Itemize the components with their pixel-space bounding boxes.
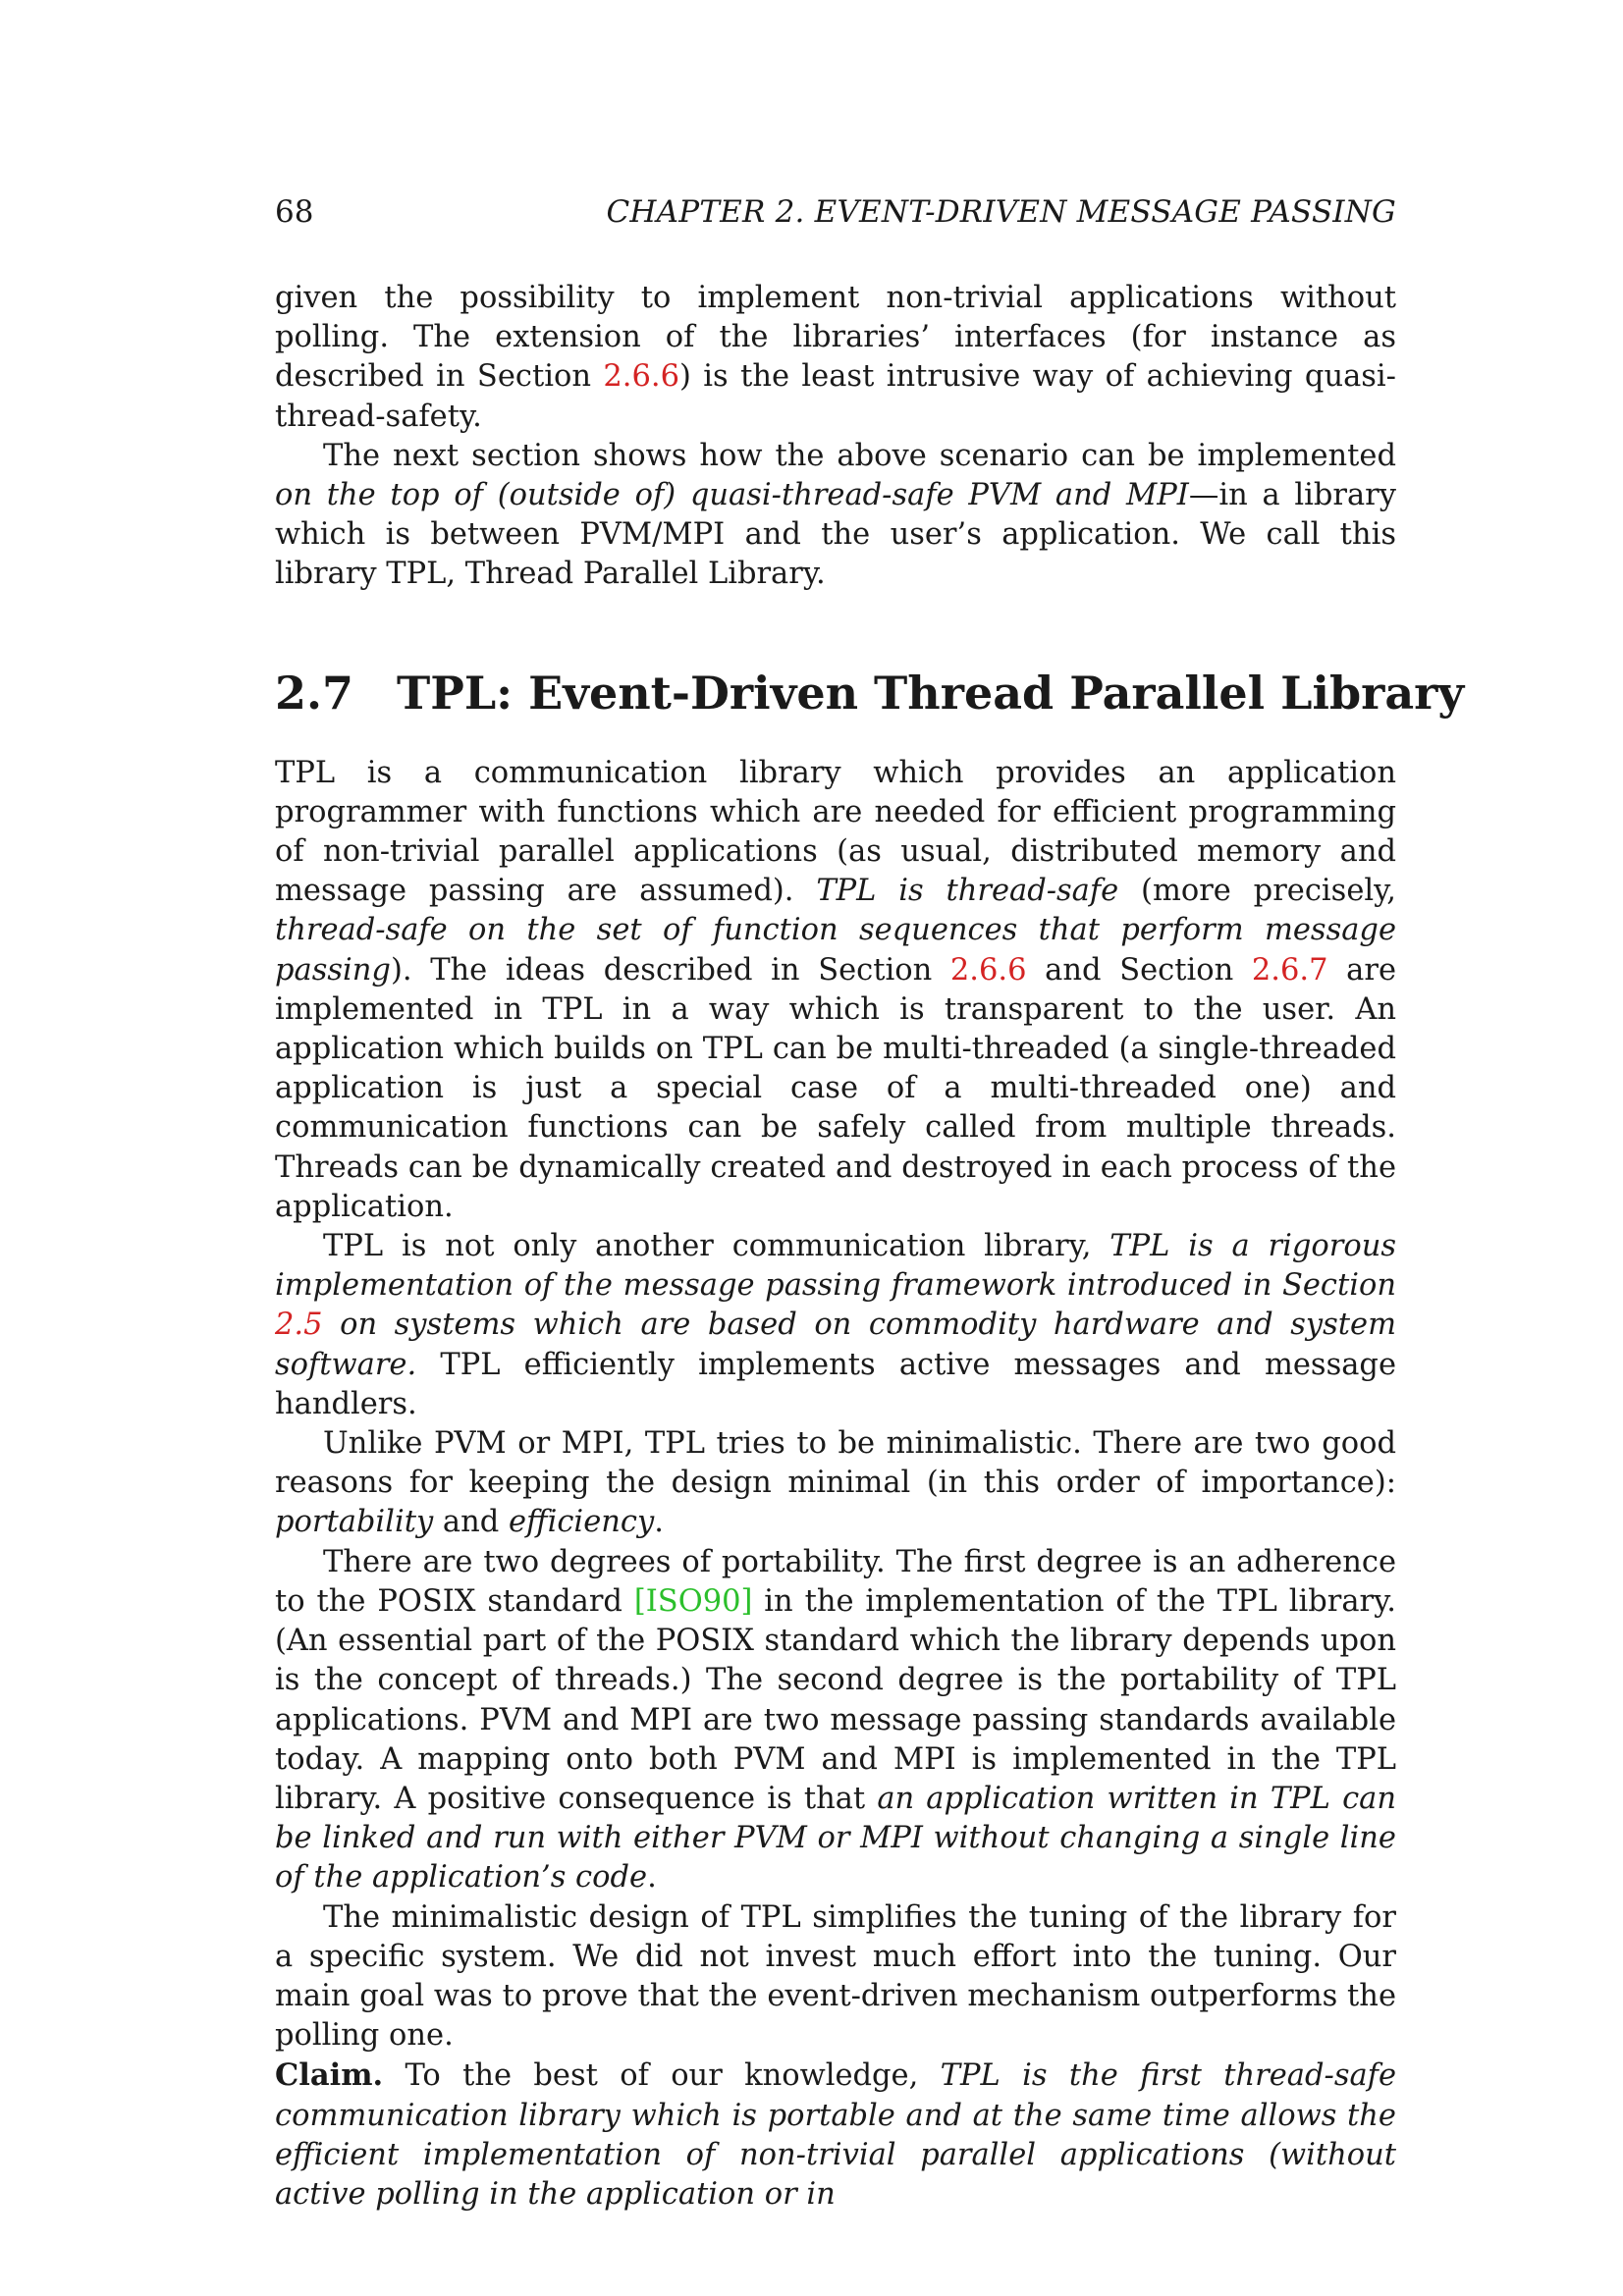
text-run: are implemented in TPL in a way which is transparent to the user. An application which builds on TPL can be multi-threaded (a single-threaded application is just a special case of a multi-threaded one) and communication functions can be safely called from multiple threads. Threads can be dynamically created and destroyed in each process of the application.	[275, 952, 1396, 1224]
paragraph-5	[275, 1424, 1396, 1543]
emphasis: TPL is a rigorous implementation of the message passing framework introduced in Section	[275, 1229, 1396, 1304]
emphasis: on the top of (outside of) quasi-thread-safe PVM and MPI	[275, 478, 1189, 513]
paragraph-6	[275, 1543, 1396, 1898]
text-run: .	[654, 1505, 664, 1540]
text-run: Unlike PVM or MPI, TPL tries to be minimalistic. There are two good reasons for keeping the design minimal (in this order of importance):	[275, 1426, 1396, 1501]
text-run: and Section	[1026, 952, 1252, 988]
emphasis: TPL is the first thread-safe communication library which is portable and at the same time allows the efficient implementation of non-trivial parallel applications (without active polling in the application or in	[275, 2058, 1396, 2212]
page	[275, 192, 1465, 2215]
text-run: The minimalistic design of TPL simplifies the tuning of the library for a specific system. We did not invest much effort into the tuning. Our main goal was to prove that the event-driven mechanism outperforms the polling one.	[275, 1899, 1396, 2054]
section-link[interactable]: 2.6.6	[949, 952, 1027, 988]
section-link[interactable]: 2.6.6	[603, 359, 679, 395]
emphasis: thread-safe on the set of function sequences that perform message passing	[275, 913, 1396, 988]
text-run: TPL is not only another communication library,	[323, 1229, 1110, 1264]
text-run: There are two degrees of portability. The first degree is an adherence to the POSIX standard	[275, 1544, 1396, 1619]
text-run: The next section shows how the above scenario can be implemented	[323, 438, 1396, 473]
text-run: and	[433, 1505, 509, 1540]
section-number: 2.7	[275, 666, 354, 720]
text-run: TPL efficiently implements active messages and message handlers.	[275, 1347, 1396, 1421]
text-run: TPL is a communication library which provides an application programmer with functions which are needed for efficient programming of non-trivial parallel applications (as usual, distributed memory and message passing are assumed).	[275, 755, 1396, 909]
text-run: in the implementation of the TPL library. (An essential part of the POSIX standard which the library depends upon is the concept of threads.) The second degree is the portability of TPL applications. PVM and MPI are two message passing standards available today. A mapping onto both PVM and MPI is implemented in the TPL library. A positive consequence is that	[275, 1583, 1396, 1816]
paragraph-3	[275, 754, 1396, 1227]
emphasis: TPL is thread-safe	[816, 874, 1119, 909]
emphasis: on systems which are based on commodity hardware and system software.	[275, 1308, 1396, 1382]
claim-paragraph	[275, 2056, 1396, 2215]
citation-bracket: [	[633, 1583, 646, 1619]
text-run: —in a library which is between PVM/MPI and the user’s application. We call this library TPL, Thread Parallel Library.	[275, 478, 1396, 592]
emphasis: efficiency	[508, 1505, 655, 1540]
text-run: ). The ideas described in Section	[390, 952, 950, 988]
section-heading	[275, 666, 1465, 721]
citation-link[interactable]: ISO90	[645, 1583, 741, 1619]
page-number: 68	[275, 194, 314, 230]
text-run: .	[647, 1860, 657, 1896]
paragraph-7	[275, 1898, 1396, 2056]
chapter-title: CHAPTER 2. EVENT-DRIVEN MESSAGE PASSING	[606, 194, 1396, 230]
citation-bracket: ]	[740, 1583, 753, 1619]
text-run: given the possibility to implement non-trivial applications without polling. The extension of the libraries’ interfaces (for instance as described in Section	[275, 281, 1396, 395]
text-run: (more precisely,	[1118, 874, 1397, 909]
section-title: TPL: Event-Driven Thread Parallel Library	[397, 666, 1465, 720]
section-link[interactable]: 2.6.7	[1251, 952, 1328, 988]
text-run: ) is the least intrusive way of achieving quasi-thread-safety.	[275, 359, 1396, 434]
claim-label: Claim.	[275, 2057, 384, 2094]
emphasis: portability	[275, 1505, 434, 1540]
paragraph-4	[275, 1227, 1396, 1424]
emphasis: an application written in TPL can be linked and run with either PVM or MPI without changing a single line of the application’s code	[275, 1781, 1396, 1896]
paragraph-2	[275, 437, 1396, 595]
paragraph-1	[275, 279, 1396, 437]
section-link[interactable]: 2.5	[275, 1308, 323, 1343]
text-run: To the best of our knowledge,	[383, 2058, 941, 2094]
running-head	[275, 192, 1396, 232]
